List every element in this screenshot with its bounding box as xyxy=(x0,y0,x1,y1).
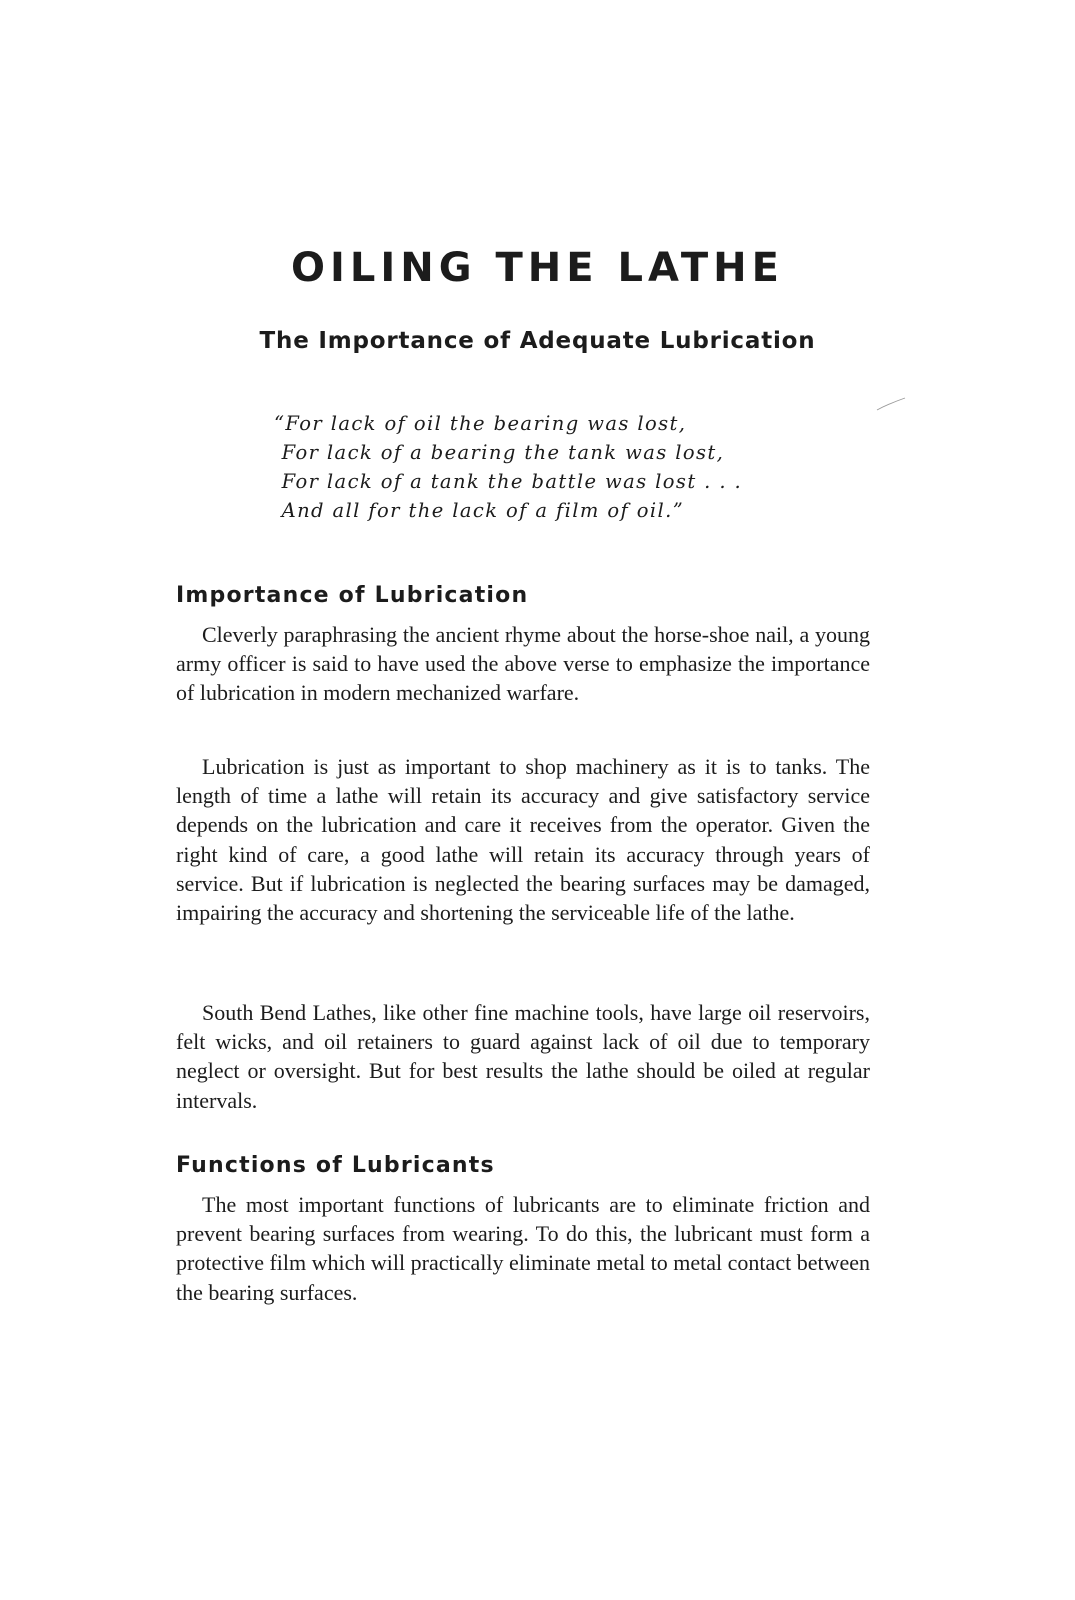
page-title: OILING THE LATHE xyxy=(291,245,784,291)
paragraph: Cleverly paraphrasing the ancient rhyme about the horse-shoe nail, a young army officer is said to have used the above verse to emphasize the importance of lubrication in modern mechanized warfare. xyxy=(176,622,870,706)
paragraph: South Bend Lathes, like other fine machine tools, have large oil reservoirs, felt wicks, and oil retainers to guard against lack of oil due to temporary neglect or oversight. But for best results the lathe should be oiled at regular intervals. xyxy=(176,1000,870,1113)
stray-pen-mark xyxy=(876,396,906,412)
paragraph: The most important functions of lubricants are to eliminate friction and prevent bearing surfaces from wearing. To do this, the lubricant must form a protective film which will practically eliminate metal to metal contact between the bearing surfaces. xyxy=(176,1192,870,1305)
verse-line: And all for the lack of a film of oil.” xyxy=(274,499,685,522)
section-heading-importance: Importance of Lubrication xyxy=(176,583,529,608)
verse-block xyxy=(274,409,742,525)
verse-line: For lack of a bearing the tank was lost, xyxy=(274,441,725,464)
paragraph: Lubrication is just as important to shop machinery as it is to tanks. The length of time a lathe will retain its accuracy and give satisfactory service depends on the lubrication and care it receives from the operator. Given the right kind of care, a good lathe will retain its accuracy through years of service. But if lubrication is neglected the bearing surfaces may be damaged, impairing the accuracy and shortening the serviceable life of the lathe. xyxy=(176,754,870,926)
verse-line: For lack of a tank the battle was lost . . . xyxy=(274,470,743,493)
section-heading-functions: Functions of Lubricants xyxy=(176,1153,495,1178)
page-subtitle: The Importance of Adequate Lubrication xyxy=(259,328,816,354)
verse-line: “For lack of oil the bearing was lost, xyxy=(274,412,687,435)
